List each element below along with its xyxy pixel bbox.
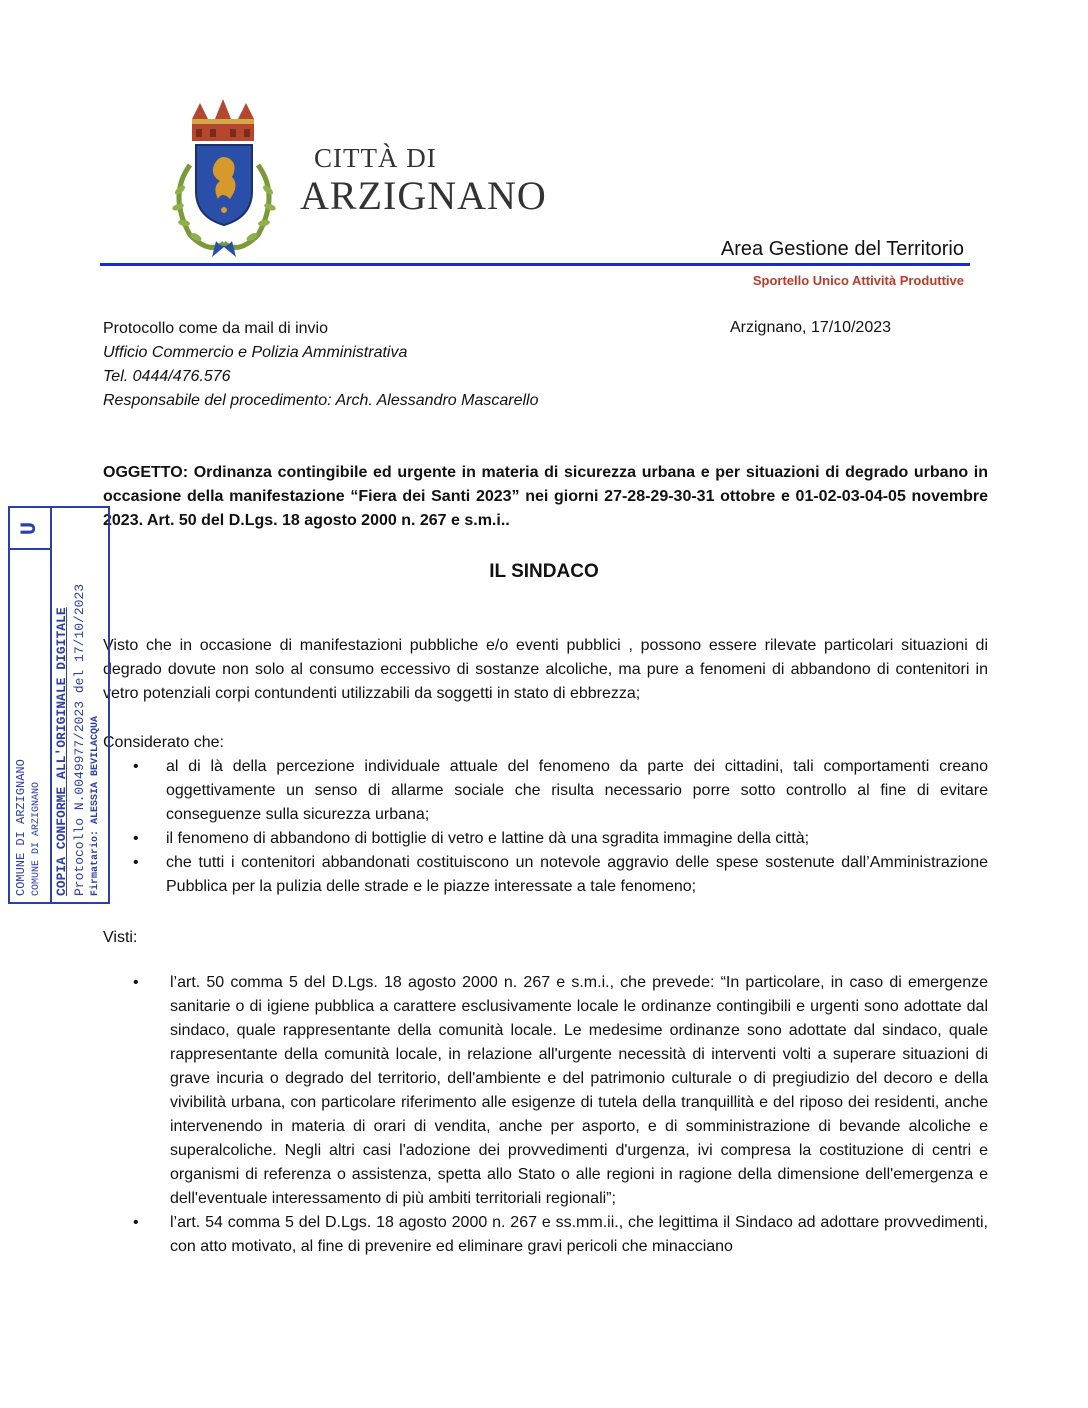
- area-title: Area Gestione del Territorio: [720, 238, 964, 260]
- visti-list: [103, 971, 988, 1259]
- bullet-icon: •: [133, 830, 139, 847]
- stamp-line-2: COMUNE DI ARZIGNANO: [31, 781, 42, 896]
- protocollo-line: Protocollo come da mail di invio: [103, 320, 328, 337]
- visto-paragraph: Visto che in occasione di manifestazioni pubbliche e/o eventi pubblici , possono essere rilevate particolari situazioni di degrado dovute non solo al consumo eccessivo di sostanze alcoliche, ma pure a fenomeni di abbandono di contenitori in vetro potenziali corpi contundenti utilizzabili da soggetti in stato di ebbrezza;: [103, 637, 988, 702]
- responsabile-line: Responsabile del procedimento: Arch. Alessandro Mascarello: [103, 392, 539, 409]
- list-item: • che tutti i contenitori abbandonati costituiscono un notevole aggravio delle spese sostenute dall’Amministrazione Pubblica per la pulizia delle strade e le piazze interessate a tale fenomeno;: [103, 851, 988, 899]
- stamp-line-3: COPIA CONFORME ALL'ORIGINALE DIGITALE: [54, 607, 69, 896]
- stamp-line-4: Protocollo N.0049977/2023 del 17/10/2023: [72, 583, 87, 896]
- stamp-line-1: COMUNE DI ARZIGNANO: [14, 759, 28, 896]
- protocol-stamp: [8, 506, 110, 904]
- city-prefix: CITTÀ DI: [314, 143, 437, 173]
- bullet-icon: •: [133, 758, 139, 775]
- tel-line: Tel. 0444/476.576: [103, 368, 231, 385]
- stamp-line-5: Firmatario: ALESSIA BEVILACQUA: [90, 715, 101, 896]
- list-item: • l’art. 54 comma 5 del D.Lgs. 18 agosto 2000 n. 267 e ss.mm.ii., che legittima il Sindaco ad adottare provvedimenti, con atto motivato, al fine di prevenire ed eliminare gravi pericoli che minacciano: [103, 1211, 988, 1259]
- sportello-label: Sportello Unico Attività Produttive: [752, 273, 964, 288]
- stamp-letter-box: [10, 508, 52, 550]
- city-name: ARZIGNANO: [300, 173, 547, 218]
- bullet-icon: •: [133, 974, 139, 991]
- oggetto-paragraph: OGGETTO: Ordinanza contingibile ed urgente in materia di sicurezza urbana e per situazioni di degrado urbano in occasione della manifestazione “Fiera dei Santi 2023” nei giorni 27-28-29-30-31 ottobre e 01-02-03-04-05 novembre 2023. Art. 50 del D.Lgs. 18 agosto 2000 n. 267 e s.m.i..: [103, 464, 988, 529]
- visti-heading: Visti:: [103, 929, 138, 946]
- list-item: • l’art. 50 comma 5 del D.Lgs. 18 agosto 2000 n. 267 e s.m.i., che prevede: “In particolare, in caso di emergenze sanitarie o di igiene pubblica a carattere esclusivamente locale le ordinanze contingibili e urgenti sono adottate dal sindaco, quale rappresentante della comunità locale. Le medesime ordinanze sono adottate dal sindaco, quale rappresentante della comunità locale, in relazione all'urgente necessità di interventi volti a superare situazioni di grave incuria o degrado del territorio, dell'ambiente e del patrimonio culturale o di pregiudizio del decoro e della vivibilità urbana, con particolare riferimento alle esigenze di tutela della tranquillità e del riposo dei residenti, anche intervenendo in materia di orari di vendita, anche per asporto, e di somministrazione di bevande alcoliche e superalcoliche. Negli altri casi l'adozione dei provvedimenti d'urgenza, ivi compresa la costituzione di centri e organismi di referenza o assistenza, spetta allo Stato o alle regioni in ragione della dimensione dell'emergenza e dell'eventuale interessamento di più ambiti territoriali regionali”;: [103, 971, 988, 1211]
- header-rule: [100, 263, 970, 266]
- bullet-icon: •: [133, 1214, 139, 1231]
- stamp-divider: [50, 508, 52, 902]
- ufficio-line: Ufficio Commercio e Polizia Amministrativa: [103, 344, 408, 361]
- document-title: IL SINDACO: [489, 561, 599, 582]
- list-item: • il fenomeno di abbandono di bottiglie di vetro e lattine dà una sgradita immagine della città;: [103, 827, 988, 851]
- bullet-icon: •: [133, 854, 139, 871]
- coat-of-arms-logo: [160, 95, 290, 265]
- list-item: • al di là della percezione individuale attuale del fenomeno da parte dei cittadini, tali comportamenti creano oggettivamente un senso di allarme sociale che risulta necessario porre sotto controllo al fine di evitare conseguenze sulla sicurezza urbana;: [103, 755, 988, 827]
- considerato-list: [103, 755, 988, 899]
- considerato-heading: Considerato che:: [103, 734, 224, 751]
- place-date: Arzignano, 17/10/2023: [730, 319, 892, 336]
- stamp-letter: U: [17, 521, 43, 535]
